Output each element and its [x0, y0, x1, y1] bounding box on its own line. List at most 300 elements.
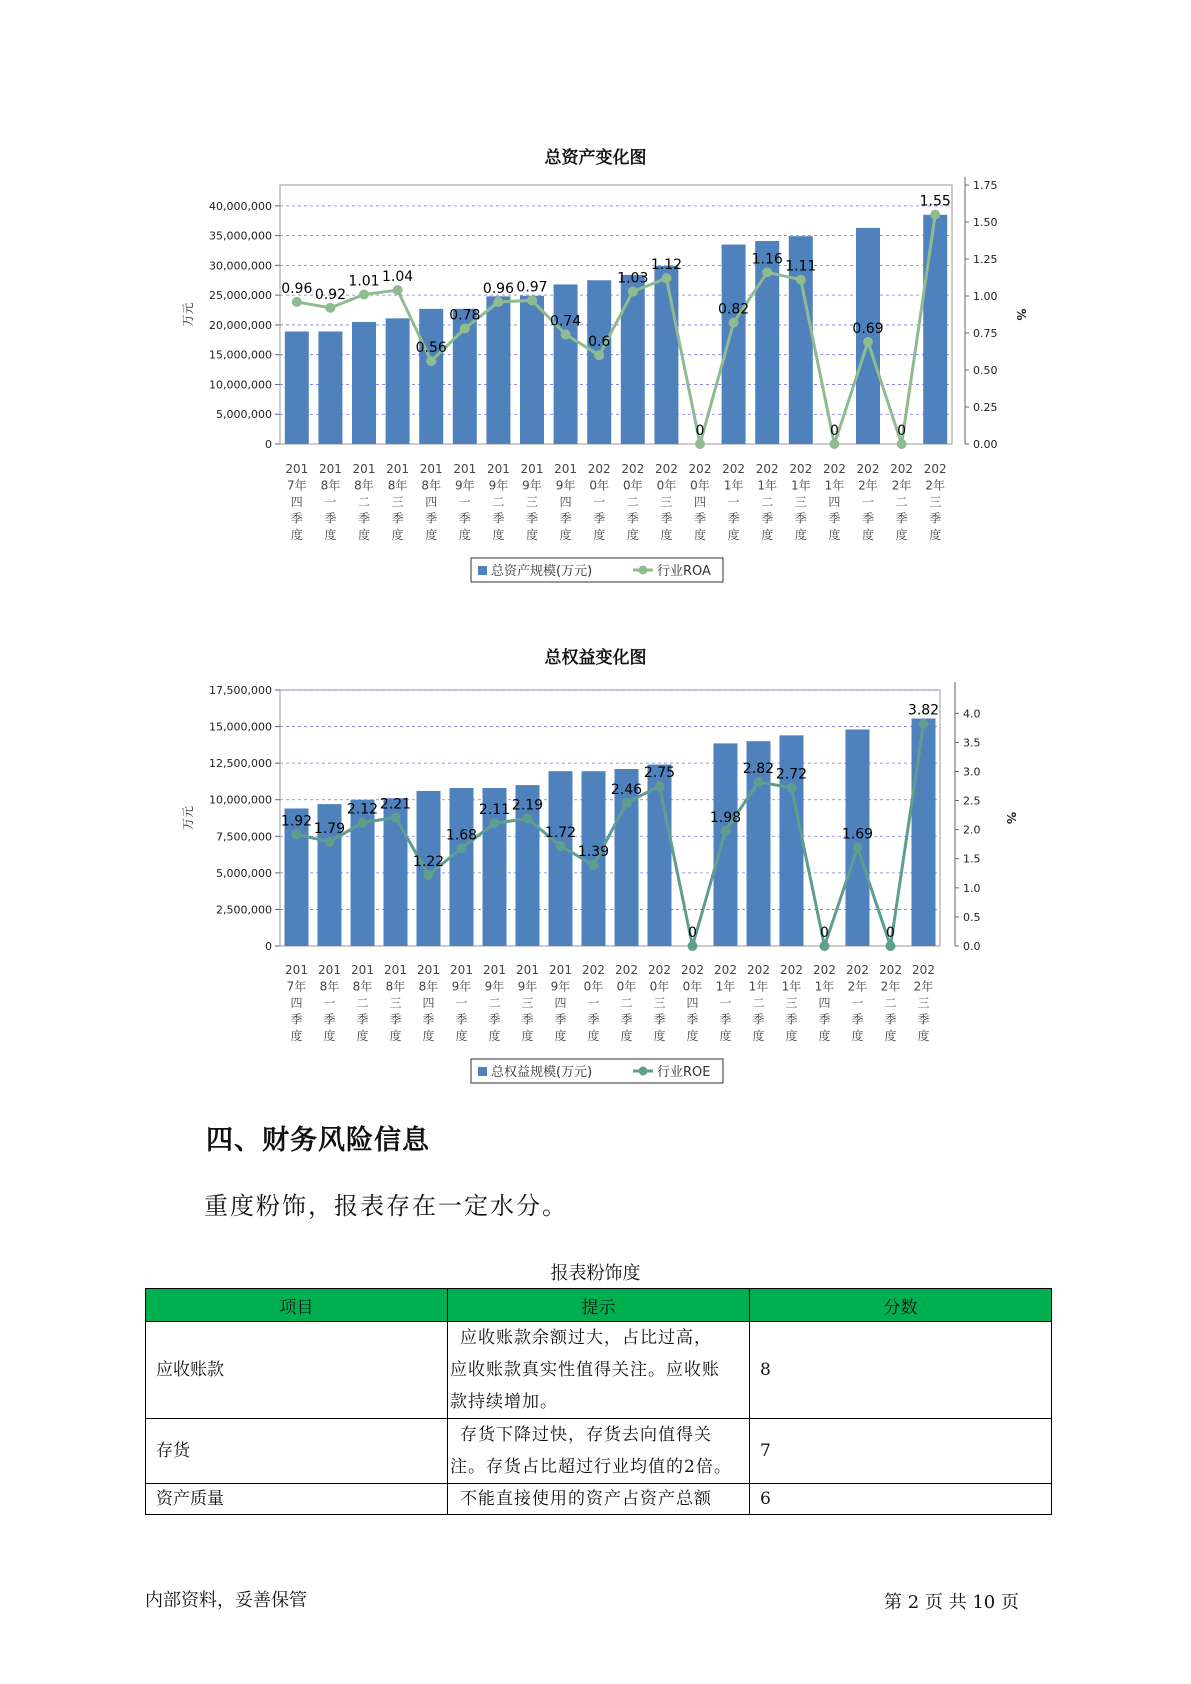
x-tick-label: 7年: [286, 478, 307, 493]
x-tick-label: 季: [357, 511, 371, 526]
x-tick-label: 季: [391, 511, 404, 526]
x-tick-label: 0年: [682, 979, 703, 994]
line-point: [886, 941, 896, 951]
y-tick-label: 15,000,000: [209, 348, 272, 362]
data-label: 0: [886, 925, 895, 941]
x-tick-label: 1年: [790, 478, 811, 493]
x-tick-label: 0年: [656, 478, 677, 493]
x-tick-label: 二: [620, 996, 633, 1010]
y-tick-label: 0: [265, 438, 272, 451]
data-label: 0: [829, 423, 839, 439]
x-tick-label: 201: [417, 963, 440, 977]
x-tick-label: 三: [794, 495, 807, 509]
header-hint: 提示: [448, 1289, 750, 1322]
x-tick-label: 季: [761, 511, 774, 526]
data-label: 0.96: [482, 280, 514, 297]
data-label: 2.11: [478, 802, 511, 819]
bar: [450, 788, 474, 946]
y-tick-label: 25,000,000: [209, 289, 272, 303]
x-tick-label: 季: [917, 1012, 930, 1027]
x-tick-label: 季: [559, 511, 572, 526]
x-tick-label: 一: [727, 495, 740, 509]
y2-axis-label: %: [1004, 811, 1018, 825]
data-label: 0.74: [550, 313, 582, 330]
line-point: [589, 860, 599, 870]
legend-bar-label: 总权益规模(万元): [491, 1065, 593, 1080]
y-axis-label: 万元: [181, 805, 195, 831]
x-tick-label: 202: [780, 963, 803, 977]
bar: [549, 771, 573, 946]
bar: [318, 331, 342, 444]
x-tick-label: 季: [785, 1012, 798, 1027]
data-label: 0: [897, 423, 907, 439]
x-tick-label: 二: [752, 996, 765, 1010]
line-point: [556, 841, 566, 851]
cell-item: 存货: [146, 1419, 448, 1484]
x-tick-label: 度: [895, 528, 908, 542]
line-point: [853, 843, 863, 853]
x-tick-label: 202: [912, 963, 935, 977]
y-tick-label: 2,500,000: [216, 903, 272, 917]
data-label: 0.56: [415, 340, 447, 357]
x-tick-label: 四: [290, 495, 303, 509]
x-tick-label: 季: [727, 511, 740, 526]
x-tick-label: 度: [554, 1029, 567, 1043]
x-tick-label: 201: [483, 963, 506, 977]
x-tick-label: 三: [525, 495, 539, 509]
data-label: 1.11: [785, 258, 817, 275]
chart-title-total-equity: 总权益变化图: [544, 648, 647, 668]
y2-tick-label: 2.5: [963, 794, 981, 808]
x-tick-label: 202: [923, 462, 947, 476]
bar: [486, 296, 510, 444]
x-tick-label: 2年: [891, 478, 912, 493]
data-label: 1.12: [650, 257, 682, 274]
x-tick-label: 9年: [488, 478, 509, 493]
x-tick-label: 季: [521, 1012, 534, 1027]
line-point: [527, 295, 537, 305]
cell-item: 应收账款: [146, 1322, 448, 1419]
y2-tick-label: 0.50: [973, 364, 998, 377]
x-tick-label: 7年: [286, 979, 307, 994]
data-label: 0: [820, 925, 829, 941]
bar: [419, 309, 443, 444]
line-point: [292, 829, 302, 839]
x-tick-label: 四: [828, 495, 841, 509]
x-tick-label: 季: [356, 1012, 369, 1027]
x-tick-label: 1年: [781, 979, 802, 994]
x-tick-label: 8年: [354, 478, 374, 493]
legend-bar-swatch: [478, 566, 487, 575]
x-tick-label: 度: [929, 528, 942, 542]
x-tick-label: 度: [492, 528, 505, 542]
x-tick-label: 四: [686, 996, 699, 1010]
cell-hint: [448, 1484, 750, 1515]
data-label: 0.96: [281, 280, 313, 297]
line-point: [796, 275, 806, 285]
x-tick-label: 季: [895, 511, 908, 526]
y2-tick-label: 3.5: [963, 736, 981, 750]
x-tick-label: 度: [794, 528, 807, 542]
x-tick-label: 四: [693, 495, 707, 509]
x-tick-label: 季: [554, 1012, 567, 1027]
x-tick-label: 9年: [484, 979, 505, 994]
cell-hint: [448, 1419, 750, 1484]
plot-frame: [280, 690, 940, 946]
line-point: [863, 337, 873, 347]
table-header-row: [146, 1289, 1052, 1322]
data-label: 3.82: [907, 702, 940, 719]
x-tick-label: 季: [620, 1012, 633, 1027]
x-tick-label: 季: [884, 1012, 897, 1027]
x-tick-label: 度: [785, 1029, 798, 1043]
y-tick-label: 10,000,000: [209, 378, 272, 392]
x-tick-label: 201: [450, 963, 473, 977]
x-tick-label: 二: [884, 996, 897, 1010]
x-tick-label: 202: [813, 963, 836, 977]
y2-tick-label: 0.75: [973, 327, 998, 340]
x-tick-label: 二: [488, 996, 501, 1010]
x-tick-label: 一: [593, 495, 606, 509]
bar: [352, 322, 376, 444]
x-tick-label: 三: [929, 495, 942, 509]
data-label: 1.03: [617, 270, 649, 287]
line-point: [493, 297, 503, 307]
x-tick-label: 度: [693, 528, 707, 542]
line-point: [358, 818, 368, 828]
section-heading: 四、财务风险信息: [206, 1125, 430, 1156]
y-tick-label: 17,500,000: [209, 684, 272, 697]
x-tick-label: 度: [727, 528, 740, 542]
header-item: 项目: [146, 1289, 448, 1322]
x-tick-label: 季: [794, 511, 807, 526]
line-point: [762, 267, 772, 277]
x-tick-label: 9年: [550, 979, 571, 994]
x-tick-label: 201: [352, 462, 376, 476]
y-tick-label: 5,000,000: [216, 866, 272, 880]
y-tick-label: 30,000,000: [209, 259, 272, 273]
hint-line: 应收账款余额过大，占比过高，: [460, 1328, 712, 1348]
x-tick-label: 202: [648, 963, 671, 977]
x-tick-label: 季: [324, 511, 337, 526]
x-tick-label: 201: [351, 963, 374, 977]
bar: [714, 743, 738, 946]
line-point: [325, 303, 335, 313]
data-label: 2.72: [775, 766, 808, 783]
risk-table: [145, 1288, 1052, 1515]
y2-tick-label: 1.5: [963, 852, 981, 866]
y2-tick-label: 3.0: [963, 765, 981, 779]
data-label: 2.12: [346, 801, 379, 818]
data-label: 0: [695, 423, 705, 439]
x-tick-label: 四: [559, 495, 572, 509]
y-tick-label: 40,000,000: [209, 199, 272, 213]
data-label: 1.68: [445, 827, 478, 844]
x-tick-label: 二: [492, 495, 505, 509]
x-tick-label: 三: [389, 996, 402, 1010]
data-label: 1.79: [313, 820, 346, 837]
x-tick-label: 一: [324, 495, 337, 509]
footer-confidential: 内部资料，妥善保管: [145, 1590, 307, 1611]
x-tick-label: 季: [752, 1012, 765, 1027]
x-tick-label: 四: [422, 996, 435, 1010]
x-tick-label: 度: [391, 528, 404, 542]
data-label: 0.69: [852, 320, 884, 337]
line-point: [426, 356, 436, 366]
y2-tick-label: 0.25: [973, 401, 998, 414]
x-tick-label: 季: [425, 511, 438, 526]
data-label: 2.75: [643, 765, 676, 781]
line-point: [391, 812, 401, 822]
y-tick-label: 10,000,000: [209, 793, 272, 807]
x-tick-label: 季: [861, 511, 875, 526]
x-tick-label: 9年: [517, 979, 538, 994]
x-tick-label: 2年: [858, 478, 878, 493]
x-tick-label: 1年: [723, 478, 744, 493]
line-point: [460, 324, 470, 334]
x-tick-label: 8年: [319, 979, 340, 994]
plot-frame: [280, 185, 952, 444]
y2-tick-label: 1.00: [973, 290, 998, 303]
data-label: 1.16: [751, 251, 783, 268]
data-label: 1.72: [544, 824, 577, 841]
data-label: 1.01: [348, 273, 380, 290]
bar: [587, 280, 611, 444]
x-tick-label: 季: [323, 1012, 336, 1027]
hint-line: 不能直接使用的资产占资产总额: [460, 1489, 712, 1509]
x-tick-label: 度: [752, 1029, 765, 1043]
hint-line: 存货下降过快，存货去向值得关: [460, 1425, 712, 1445]
x-tick-label: 202: [587, 462, 611, 476]
x-tick-label: 度: [884, 1029, 897, 1043]
line-point: [594, 350, 604, 360]
table-caption: 报表粉饰度: [550, 1263, 641, 1284]
line-point: [424, 870, 434, 880]
y-axis-label: 万元: [181, 302, 195, 327]
x-tick-label: 季: [458, 511, 471, 526]
x-tick-label: 一: [861, 495, 875, 509]
table-row: [146, 1484, 1052, 1515]
x-tick-label: 度: [559, 528, 572, 542]
data-label: 1.92: [280, 813, 313, 830]
x-tick-label: 0年: [649, 979, 670, 994]
x-tick-label: 201: [318, 963, 341, 977]
x-tick-label: 201: [386, 462, 410, 476]
chart-title-total-assets: 总资产变化图: [544, 148, 647, 168]
x-tick-label: 度: [861, 528, 875, 542]
bar: [722, 245, 746, 444]
line-point: [490, 818, 500, 828]
risk-summary-text: 重度粉饰，报表存在一定水分。: [204, 1192, 568, 1220]
x-tick-label: 0年: [690, 478, 710, 493]
x-tick-label: 三: [660, 495, 673, 509]
x-tick-label: 度: [521, 1029, 534, 1043]
x-tick-label: 8年: [385, 979, 406, 994]
x-tick-label: 201: [516, 963, 539, 977]
data-label: 0.92: [314, 286, 346, 303]
y-tick-label: 12,500,000: [209, 757, 272, 771]
x-tick-label: 202: [747, 963, 770, 977]
x-tick-label: 三: [391, 495, 404, 509]
total-assets-chart: [0, 165, 1191, 595]
x-tick-label: 度: [389, 1029, 402, 1043]
cell-score: 8: [750, 1322, 1052, 1419]
x-tick-label: 三: [917, 996, 930, 1010]
legend-bar-label: 总资产规模(万元): [491, 564, 593, 579]
x-tick-label: 三: [653, 996, 666, 1010]
x-tick-label: 度: [458, 528, 471, 542]
legend-bar-swatch: [478, 1067, 487, 1076]
footer-page-number: 第 2 页 共 10 页: [884, 1592, 1019, 1613]
x-tick-label: 度: [587, 1029, 600, 1043]
data-label: 1.69: [841, 826, 874, 843]
legend-line-marker: [639, 566, 648, 575]
x-tick-label: 1年: [824, 478, 845, 493]
x-tick-label: 二: [357, 495, 371, 509]
line-point: [930, 210, 940, 220]
x-tick-label: 一: [323, 996, 336, 1010]
x-tick-label: 度: [593, 528, 606, 542]
x-tick-label: 1年: [814, 979, 835, 994]
x-tick-label: 201: [318, 462, 342, 476]
x-tick-label: 一: [719, 996, 732, 1010]
y2-tick-label: 1.75: [973, 179, 998, 192]
x-tick-label: 2年: [880, 979, 901, 994]
x-tick-label: 202: [755, 462, 779, 476]
data-label: 1.39: [577, 844, 610, 861]
line-point: [628, 287, 638, 297]
x-tick-label: 2年: [847, 979, 868, 994]
x-tick-label: 季: [422, 1012, 435, 1027]
x-tick-label: 三: [785, 996, 798, 1010]
cell-score: 6: [750, 1484, 1052, 1515]
x-tick-label: 二: [895, 495, 908, 509]
x-tick-label: 201: [453, 462, 477, 476]
x-tick-label: 季: [828, 511, 841, 526]
x-tick-label: 8年: [352, 979, 373, 994]
data-label: 0.78: [449, 307, 481, 324]
x-tick-label: 9年: [454, 478, 475, 493]
x-tick-label: 度: [488, 1029, 501, 1043]
total-equity-chart: [0, 665, 1191, 1095]
x-tick-label: 202: [714, 963, 737, 977]
x-tick-label: 季: [389, 1012, 402, 1027]
x-tick-label: 四: [425, 495, 438, 509]
x-tick-label: 一: [455, 996, 468, 1010]
x-tick-label: 202: [822, 462, 846, 476]
x-tick-label: 二: [356, 996, 369, 1010]
y2-tick-label: 2.0: [963, 823, 981, 837]
line-point: [829, 439, 839, 449]
x-tick-label: 季: [851, 1012, 864, 1027]
data-label: 0.97: [516, 279, 548, 296]
x-tick-label: 度: [324, 528, 337, 542]
x-tick-label: 202: [681, 963, 704, 977]
x-tick-label: 度: [686, 1029, 699, 1043]
x-tick-label: 度: [422, 1029, 435, 1043]
line-point: [754, 777, 764, 787]
x-tick-label: 四: [554, 996, 567, 1010]
x-tick-label: 季: [488, 1012, 501, 1027]
x-tick-label: 四: [818, 996, 831, 1010]
hint-line: 款持续增加。: [450, 1392, 558, 1412]
x-tick-label: 季: [525, 511, 539, 526]
x-tick-label: 度: [626, 528, 639, 542]
x-tick-label: 9年: [451, 979, 472, 994]
legend-line-label: 行业ROE: [657, 1065, 711, 1080]
hint-line: 应收账款真实性值得关注。应收账: [450, 1360, 720, 1380]
line-point: [729, 318, 739, 328]
x-tick-label: 1年: [715, 979, 736, 994]
bar: [520, 296, 544, 444]
line-point: [661, 273, 671, 283]
data-label: 0.6: [588, 334, 611, 351]
x-tick-label: 202: [789, 462, 813, 476]
x-tick-label: 度: [818, 1029, 831, 1043]
data-label: 1.04: [382, 269, 414, 286]
x-tick-label: 202: [846, 963, 869, 977]
y2-tick-label: 1.0: [963, 881, 981, 895]
x-tick-label: 9年: [522, 478, 542, 493]
x-tick-label: 8年: [421, 478, 442, 493]
line-point: [919, 719, 929, 729]
x-tick-label: 2年: [913, 979, 934, 994]
line-point: [688, 941, 698, 951]
line-point: [622, 798, 632, 808]
table-row: [146, 1322, 1052, 1419]
y2-axis-label: %: [1014, 308, 1028, 321]
y-tick-label: 35,000,000: [209, 229, 272, 243]
y2-tick-label: 1.50: [973, 216, 998, 229]
x-tick-label: 8年: [387, 478, 408, 493]
x-tick-label: 季: [660, 511, 673, 526]
x-tick-label: 201: [486, 462, 510, 476]
line-point: [561, 329, 571, 339]
y2-tick-label: 0.5: [963, 910, 981, 924]
y-tick-label: 20,000,000: [209, 318, 272, 332]
x-tick-label: 202: [615, 963, 638, 977]
x-tick-label: 202: [890, 462, 914, 476]
x-tick-label: 202: [621, 462, 645, 476]
cell-score: 7: [750, 1419, 1052, 1484]
x-tick-label: 202: [856, 462, 880, 476]
data-label: 2.46: [610, 781, 643, 798]
x-tick-label: 度: [357, 528, 371, 542]
x-tick-label: 季: [593, 511, 606, 526]
line-point: [897, 439, 907, 449]
x-tick-label: 202: [654, 462, 678, 476]
bar: [386, 318, 410, 444]
data-label: 0: [688, 925, 697, 941]
line-point: [292, 297, 302, 307]
x-tick-label: 度: [525, 528, 539, 542]
data-label: 2.19: [511, 797, 544, 814]
cell-item: 资产质量: [146, 1484, 448, 1515]
x-tick-label: 8年: [320, 478, 341, 493]
line-point: [655, 781, 665, 791]
bar: [912, 719, 936, 946]
x-tick-label: 一: [587, 996, 600, 1010]
y-tick-label: 0: [265, 940, 272, 953]
x-tick-label: 201: [549, 963, 572, 977]
bar: [621, 275, 645, 444]
x-tick-label: 度: [851, 1029, 864, 1043]
x-tick-label: 201: [384, 963, 407, 977]
y-tick-label: 7,500,000: [216, 830, 272, 844]
x-tick-label: 2年: [925, 478, 946, 493]
data-label: 2.21: [379, 796, 412, 813]
x-tick-label: 二: [761, 495, 774, 509]
